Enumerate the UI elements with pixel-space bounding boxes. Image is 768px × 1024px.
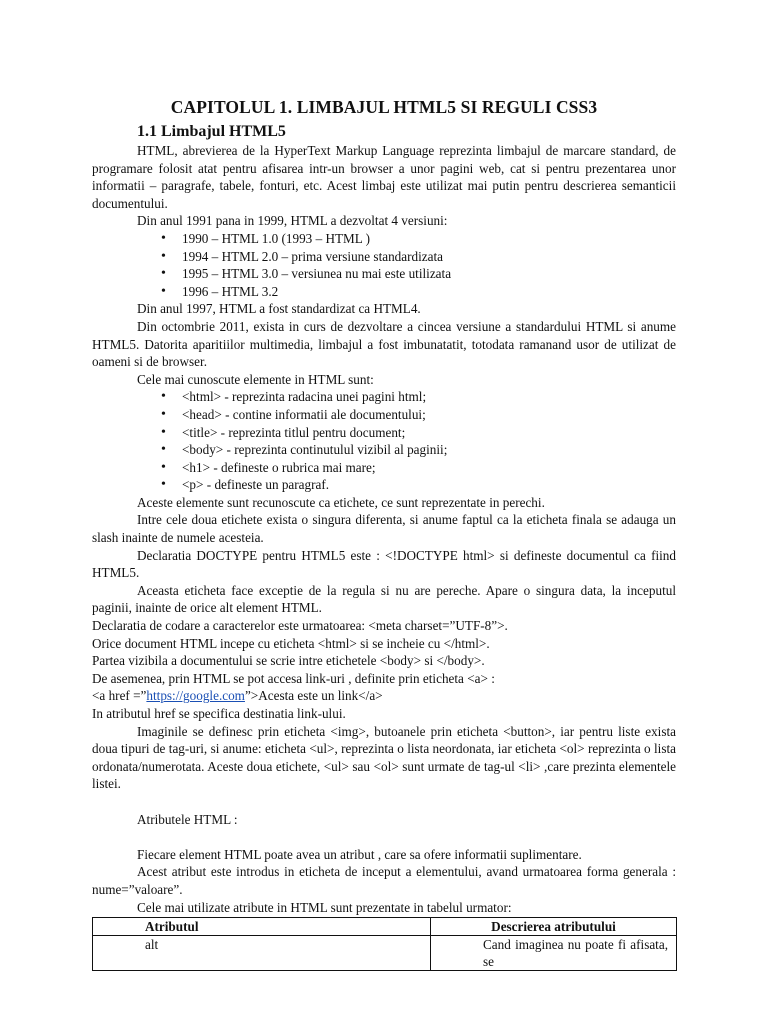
list-item: • <p> - defineste un paragraf.	[182, 476, 676, 494]
chapter-title: CAPITOLUL 1. LIMBAJUL HTML5 SI REGULI CSS3	[170, 97, 598, 117]
paragraph-difference: Intre cele doua etichete exista o singura diferenta, si anume faptul ca la eticheta finala se adauga un slash inainte de numele acesteia.	[92, 512, 676, 546]
section-title: 1.1 Limbajul HTML5	[137, 123, 286, 140]
list-item: • <body> - reprezinta continutulul vizibil al paginii;	[182, 441, 676, 459]
paragraph-doctype: Declaratia DOCTYPE pentru HTML5 este : <!DOCTYPE html> si defineste documentul ca fiind HTML5.	[92, 547, 676, 581]
line-links: De asemenea, prin HTML se pot accesa link-uri , definite prin eticheta <a> :	[92, 670, 495, 686]
table-header-cell: Atributul	[93, 918, 431, 936]
table-header-cell: Descrierea atributului	[431, 918, 677, 936]
table-cell: Cand imaginea nu poate fi afisata, se	[431, 936, 677, 971]
elements-list	[92, 388, 676, 494]
paragraph-tags: Aceste elemente sunt recunoscute ca etichete, ce sunt reprezentate in perechi.	[137, 494, 545, 510]
spacer	[92, 828, 676, 846]
paragraph-2011: Din octombrie 2011, exista in curs de dezvoltare a cincea versiune a standardului HTML si anume HTML5. Datorita aparitiilor multimedia, limbajul a fost imbunatatit, totodata ramanand usor de utilizat de oameni si de browser.	[92, 318, 676, 370]
attributes-table	[92, 917, 677, 971]
paragraph-elements: Cele mai cunoscute elemente in HTML sunt:	[137, 371, 374, 387]
paragraph-versions: Din anul 1991 pana in 1999, HTML a dezvoltat 4 versiuni:	[137, 213, 448, 229]
list-item: • 1996 – HTML 3.2	[182, 283, 676, 301]
paragraph-attribute-info: Fiecare element HTML poate avea un atribut , care sa ofere informatii suplimentare.	[137, 846, 582, 862]
table-row	[93, 936, 677, 971]
paragraph-images: Imaginile se definesc prin eticheta <img>, butoanele prin eticheta <button>, iar pentru liste exista doua tipuri de tag-uri, si anume: eticheta <ul>, reprezinta o lista neordonata, iar eticheta <ol> reprezinta o lista ordonata/numerotata. Aceste doua etichete, <ul> sau <ol> sunt urmate de tag-ul <li> ,care prezinta elementele listei.	[92, 723, 676, 792]
line-charset: Declaratia de codare a caracterelor este urmatoarea: <meta charset=”UTF-8”>.	[92, 618, 508, 634]
list-item: • <title> - reprezinta titlul pentru document;	[182, 424, 676, 442]
paragraph-exception: Aceasta eticheta face exceptie de la regula si nu are pereche. Apare o singura data, la inceputul paginii, inainte de orice alt element HTML.	[92, 582, 676, 616]
paragraph-attribute-form: Acest atribut este introdus in eticheta de inceput a elementului, avand urmatoarea forma generala : nume=”valoare”.	[92, 864, 676, 897]
paragraph-1997: Din anul 1997, HTML a fost standardizat ca HTML4.	[137, 301, 421, 317]
line-body: Partea vizibila a documentului se scrie intre etichetele <body> si </body>.	[92, 653, 485, 669]
paragraph-attribute-table: Cele mai utilizate atribute in HTML sunt prezentate in tabelul urmator:	[137, 899, 512, 915]
list-item: • 1990 – HTML 1.0 (1993 – HTML )	[182, 230, 676, 248]
line-html: Orice document HTML incepe cu eticheta <html> si se incheie cu </html>.	[92, 635, 490, 651]
list-item: • <html> - reprezinta radacina unei pagini html;	[182, 388, 676, 406]
list-item: • <h1> - defineste o rubrica mai mare;	[182, 459, 676, 477]
link-example-suffix: ”>Acesta este un link</a>	[244, 688, 383, 704]
paragraph-intro: HTML, abrevierea de la HyperText Markup Language reprezinta limbajul de marcare standard, de programare folosit atat pentru afisarea intr-un browser a unor pagini web, cat si pentru prezentarea unor informatii – paragrafe, tabele, fonturi, etc. Acest limbaj este utilizat mai putin pentru descrierea semanticii documentului.	[92, 143, 676, 211]
google-link[interactable]: https://google.com	[146, 688, 245, 704]
table-header-row	[93, 918, 677, 936]
list-item: • 1995 – HTML 3.0 – versiunea nu mai este utilizata	[182, 265, 676, 283]
versions-list	[92, 230, 676, 300]
link-example-prefix: <a href =”	[92, 688, 147, 704]
link-example	[92, 687, 676, 705]
list-item: • <head> - contine informatii ale documentului;	[182, 406, 676, 424]
list-item: • 1994 – HTML 2.0 – prima versiune standardizata	[182, 248, 676, 266]
table-cell: alt	[93, 936, 431, 971]
attributes-heading: Atributele HTML :	[137, 811, 238, 827]
line-href: In atributul href se specifica destinatia link-ului.	[92, 706, 346, 721]
spacer	[92, 793, 676, 811]
